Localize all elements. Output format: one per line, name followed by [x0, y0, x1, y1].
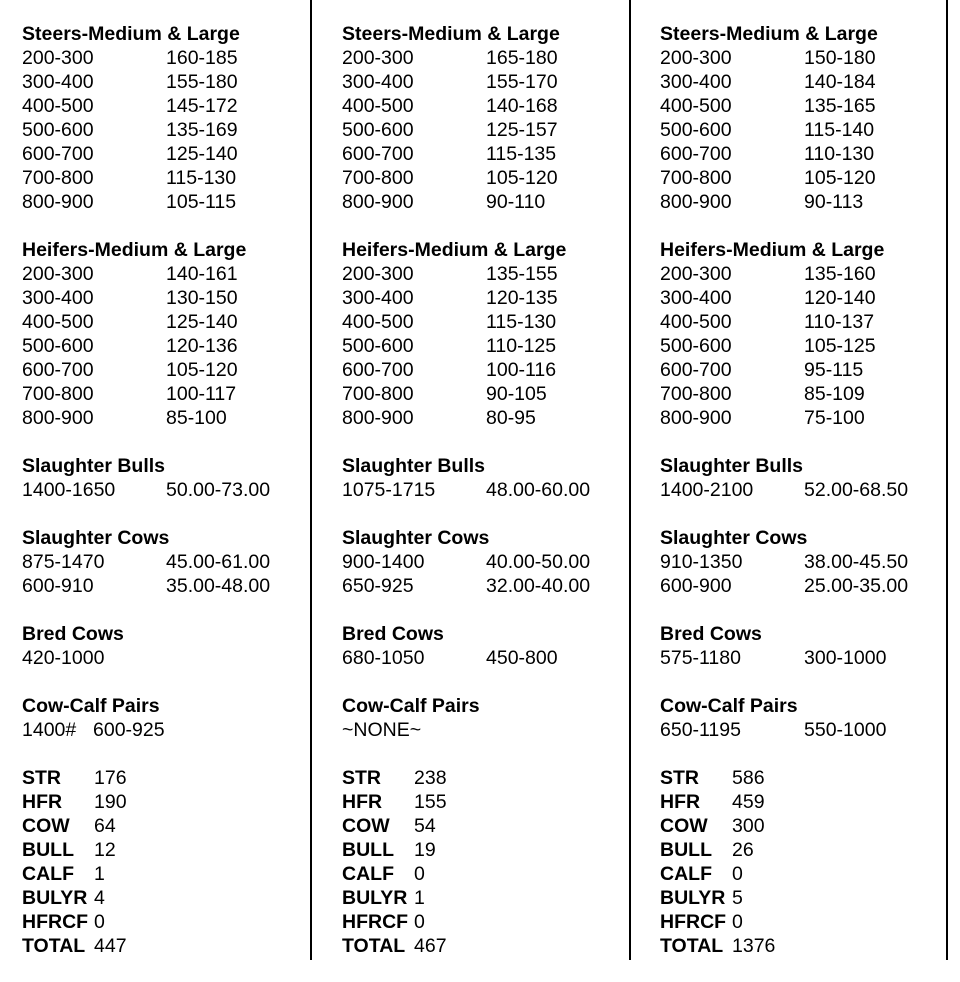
price-range: 300-1000 — [804, 647, 887, 669]
price-range: 100-117 — [166, 383, 237, 405]
bred-cows-section — [22, 622, 246, 670]
steers-row — [342, 166, 566, 190]
steers-row — [22, 94, 246, 118]
count-value: 176 — [94, 767, 127, 789]
count-label: HFR — [342, 791, 383, 813]
price-range: 110-130 — [804, 143, 875, 165]
heifers-row — [22, 406, 246, 430]
bred-cows-section-title: Bred Cows — [660, 623, 762, 645]
heifers-section-title: Heifers-Medium & Large — [660, 239, 885, 261]
weight-range: 600-700 — [660, 359, 732, 381]
bred-cows-row — [342, 646, 566, 670]
cow-calf-pairs-row — [22, 718, 246, 742]
steers-row — [660, 166, 884, 190]
price-range: 165-180 — [486, 47, 558, 69]
count-row — [22, 862, 246, 886]
slaughter-cows-section-title: Slaughter Cows — [660, 527, 808, 549]
price-range: 105-120 — [166, 359, 238, 381]
bred-cows-section-title: Bred Cows — [342, 623, 444, 645]
weight-range: 800-900 — [342, 191, 414, 213]
count-value: 300 — [732, 815, 765, 837]
column-divider-2 — [629, 0, 631, 960]
weight-range: 200-300 — [22, 263, 94, 285]
price-range: 90-110 — [486, 191, 546, 213]
heifers-row — [660, 358, 884, 382]
weight-range: 500-600 — [22, 335, 94, 357]
bred-cows-section — [342, 622, 566, 670]
heifers-row — [660, 286, 884, 310]
price-range: 105-120 — [486, 167, 558, 189]
price-range: 80-95 — [486, 407, 536, 429]
heifers-row — [342, 358, 566, 382]
weight-range: 700-800 — [22, 167, 94, 189]
count-label: BULL — [22, 839, 74, 861]
steers-row — [342, 142, 566, 166]
count-row — [342, 766, 566, 790]
slaughter-cows-section-title: Slaughter Cows — [22, 527, 170, 549]
head-counts-section — [22, 766, 246, 958]
price-range: 52.00-68.50 — [804, 479, 909, 501]
count-label: COW — [660, 815, 708, 837]
price-range: 120-140 — [804, 287, 876, 309]
count-value: 0 — [414, 863, 425, 885]
steers-row — [342, 70, 566, 94]
weight-range: 575-1180 — [660, 647, 741, 669]
price-range: 135-160 — [804, 263, 876, 285]
price-range: 135-165 — [804, 95, 876, 117]
count-value: 19 — [414, 839, 436, 861]
weight-range: 800-900 — [342, 407, 414, 429]
weight-range: 600-900 — [660, 575, 732, 597]
count-label: COW — [342, 815, 390, 837]
price-range: 48.00-60.00 — [486, 479, 591, 501]
weight-range: 700-800 — [342, 167, 414, 189]
count-value: 586 — [732, 767, 765, 789]
weight-range: 700-800 — [22, 383, 94, 405]
price-range: 125-140 — [166, 143, 238, 165]
heifers-section — [660, 238, 884, 430]
steers-row — [22, 142, 246, 166]
weight-range: 910-1350 — [660, 551, 743, 573]
weight-range: 400-500 — [342, 311, 414, 333]
weight-range: 600-700 — [22, 359, 94, 381]
price-range: 95-115 — [804, 359, 864, 381]
cow-calf-pairs-section — [22, 694, 246, 742]
count-label: TOTAL — [660, 935, 724, 957]
heifers-row — [22, 358, 246, 382]
heifers-section-title: Heifers-Medium & Large — [342, 239, 567, 261]
price-range: 125-157 — [486, 119, 558, 141]
price-range: 85-109 — [804, 383, 865, 405]
steers-row — [22, 70, 246, 94]
slaughter-bulls-row — [660, 478, 909, 502]
steers-row — [22, 166, 246, 190]
price-range: 120-135 — [486, 287, 558, 309]
count-label: TOTAL — [342, 935, 406, 957]
heifers-row — [342, 334, 566, 358]
steers-row — [660, 94, 884, 118]
weight-range: ~NONE~ — [342, 719, 422, 741]
bred-cows-section — [660, 622, 887, 670]
steers-section-title: Steers-Medium & Large — [342, 23, 560, 45]
weight-range: 680-1050 — [342, 647, 425, 669]
weight-range: 600-700 — [22, 143, 94, 165]
count-value: 459 — [732, 791, 765, 813]
weight-range: 500-600 — [660, 119, 732, 141]
slaughter-bulls-section — [342, 454, 591, 502]
price-range: 600-925 — [93, 719, 165, 741]
steers-section — [342, 22, 566, 214]
steers-row — [660, 142, 884, 166]
price-range: 155-170 — [486, 71, 558, 93]
weight-range: 500-600 — [342, 119, 414, 141]
count-row — [22, 838, 246, 862]
cow-calf-pairs-section-title: Cow-Calf Pairs — [22, 695, 160, 717]
weight-range: 300-400 — [660, 71, 732, 93]
weight-range: 200-300 — [342, 47, 414, 69]
count-row — [22, 910, 246, 934]
bred-cows-row — [22, 646, 246, 670]
count-row — [22, 790, 246, 814]
price-range: 90-105 — [486, 383, 547, 405]
weight-range: 600-700 — [342, 359, 414, 381]
steers-row — [22, 190, 246, 214]
weight-range: 500-600 — [22, 119, 94, 141]
cow-calf-pairs-section — [660, 694, 887, 742]
heifers-section-title: Heifers-Medium & Large — [22, 239, 247, 261]
count-value: 190 — [94, 791, 127, 813]
count-label: HFR — [22, 791, 63, 813]
price-range: 50.00-73.00 — [166, 479, 271, 501]
heifers-row — [660, 334, 884, 358]
price-range: 160-185 — [166, 47, 238, 69]
count-row — [22, 886, 246, 910]
weight-range: 400-500 — [660, 311, 732, 333]
count-value: 64 — [94, 815, 116, 837]
weight-range: 1400-2100 — [660, 479, 754, 501]
slaughter-bulls-section-title: Slaughter Bulls — [660, 455, 804, 477]
price-range: 115-130 — [486, 311, 557, 333]
column-divider-3 — [946, 0, 948, 960]
weight-range: 400-500 — [660, 95, 732, 117]
count-row — [660, 862, 884, 886]
weight-range: 700-800 — [342, 383, 414, 405]
heifers-row — [342, 310, 566, 334]
weight-range: 900-1400 — [342, 551, 425, 573]
slaughter-cows-section — [22, 526, 271, 598]
market-column — [22, 22, 271, 982]
count-row — [660, 790, 884, 814]
price-range: 105-120 — [804, 167, 876, 189]
count-value: 0 — [732, 911, 743, 933]
price-range: 130-150 — [166, 287, 238, 309]
weight-range: 300-400 — [22, 287, 94, 309]
heifers-row — [22, 262, 246, 286]
count-label: HFRCF — [22, 911, 89, 933]
heifers-row — [342, 262, 566, 286]
count-label: STR — [22, 767, 61, 789]
bred-cows-row — [660, 646, 887, 670]
weight-range: 400-500 — [342, 95, 414, 117]
price-range: 115-140 — [804, 119, 875, 141]
price-range: 90-113 — [804, 191, 864, 213]
price-range: 550-1000 — [804, 719, 887, 741]
column-divider-1 — [310, 0, 312, 960]
count-label: TOTAL — [22, 935, 86, 957]
weight-range: 800-900 — [22, 191, 94, 213]
slaughter-bulls-row — [22, 478, 271, 502]
price-range: 125-140 — [166, 311, 238, 333]
price-range: 25.00-35.00 — [804, 575, 909, 597]
count-value: 5 — [732, 887, 743, 909]
steers-section-title: Steers-Medium & Large — [22, 23, 240, 45]
count-value: 0 — [732, 863, 743, 885]
count-row — [342, 814, 566, 838]
cow-calf-pairs-row — [660, 718, 887, 742]
count-row — [22, 814, 246, 838]
market-column — [660, 22, 909, 982]
steers-row — [660, 118, 884, 142]
steers-row — [342, 190, 566, 214]
heifers-row — [660, 262, 884, 286]
price-range: 120-136 — [166, 335, 238, 357]
slaughter-cows-row — [22, 550, 271, 574]
heifers-row — [22, 334, 246, 358]
count-value: 12 — [94, 839, 116, 861]
price-range: 75-100 — [804, 407, 865, 429]
count-label: BULL — [660, 839, 712, 861]
heifers-row — [342, 406, 566, 430]
price-range: 135-169 — [166, 119, 238, 141]
cow-calf-pairs-section-title: Cow-Calf Pairs — [342, 695, 480, 717]
weight-range: 800-900 — [660, 191, 732, 213]
count-value: 4 — [94, 887, 105, 909]
steers-row — [660, 46, 884, 70]
cow-calf-pairs-section — [342, 694, 566, 742]
weight-range: 700-800 — [660, 167, 732, 189]
price-range: 110-137 — [804, 311, 875, 333]
steers-row — [660, 70, 884, 94]
weight-range: 650-925 — [342, 575, 414, 597]
weight-range: 600-700 — [660, 143, 732, 165]
heifers-section — [342, 238, 566, 430]
price-range: 40.00-50.00 — [486, 551, 591, 573]
count-value: 447 — [94, 935, 127, 957]
count-value: 155 — [414, 791, 447, 813]
slaughter-cows-section-title: Slaughter Cows — [342, 527, 490, 549]
count-label: COW — [22, 815, 70, 837]
weight-range: 650-1195 — [660, 719, 741, 741]
count-row — [342, 886, 566, 910]
price-range: 155-180 — [166, 71, 238, 93]
price-range: 115-130 — [166, 167, 237, 189]
count-value: 238 — [414, 767, 447, 789]
count-row — [22, 766, 246, 790]
slaughter-cows-row — [660, 574, 909, 598]
count-label: STR — [660, 767, 699, 789]
price-range: 38.00-45.50 — [804, 551, 909, 573]
count-value: 1 — [94, 863, 105, 885]
heifers-row — [342, 382, 566, 406]
weight-range: 200-300 — [660, 47, 732, 69]
weight-range: 400-500 — [22, 311, 94, 333]
price-range: 105-115 — [166, 191, 237, 213]
price-range: 35.00-48.00 — [166, 575, 271, 597]
weight-range: 600-700 — [342, 143, 414, 165]
cow-calf-pairs-section-title: Cow-Calf Pairs — [660, 695, 798, 717]
weight-range: 1400# — [22, 719, 77, 741]
weight-range: 300-400 — [342, 287, 414, 309]
count-row — [660, 766, 884, 790]
count-row — [660, 886, 884, 910]
count-row — [342, 934, 566, 958]
heifers-row — [660, 406, 884, 430]
weight-range: 300-400 — [660, 287, 732, 309]
count-label: BULYR — [22, 887, 88, 909]
price-range: 110-125 — [486, 335, 557, 357]
steers-row — [342, 46, 566, 70]
slaughter-cows-row — [22, 574, 271, 598]
weight-range: 200-300 — [660, 263, 732, 285]
price-range: 100-116 — [486, 359, 557, 381]
price-range: 140-168 — [486, 95, 558, 117]
weight-range: 875-1470 — [22, 551, 105, 573]
count-row — [660, 814, 884, 838]
heifers-row — [660, 382, 884, 406]
price-range: 140-161 — [166, 263, 238, 285]
weight-range: 500-600 — [660, 335, 732, 357]
count-row — [342, 790, 566, 814]
weight-range: 400-500 — [22, 95, 94, 117]
price-range: 150-180 — [804, 47, 876, 69]
count-label: HFRCF — [342, 911, 409, 933]
market-column — [342, 22, 591, 982]
weight-range: 420-1000 — [22, 647, 105, 669]
slaughter-cows-section — [660, 526, 909, 598]
weight-range: 1075-1715 — [342, 479, 436, 501]
slaughter-bulls-row — [342, 478, 591, 502]
price-range: 145-172 — [166, 95, 238, 117]
steers-section — [22, 22, 246, 214]
count-value: 26 — [732, 839, 754, 861]
weight-range: 200-300 — [342, 263, 414, 285]
slaughter-bulls-section-title: Slaughter Bulls — [22, 455, 166, 477]
heifers-section — [22, 238, 246, 430]
steers-row — [342, 118, 566, 142]
weight-range: 600-910 — [22, 575, 94, 597]
slaughter-cows-row — [342, 574, 591, 598]
count-label: CALF — [342, 863, 394, 885]
count-label: CALF — [22, 863, 74, 885]
steers-section-title: Steers-Medium & Large — [660, 23, 878, 45]
steers-row — [660, 190, 884, 214]
count-row — [22, 934, 246, 958]
price-range: 140-184 — [804, 71, 876, 93]
head-counts-section — [342, 766, 566, 958]
weight-range: 800-900 — [22, 407, 94, 429]
count-row — [660, 934, 884, 958]
count-label: STR — [342, 767, 381, 789]
count-value: 1376 — [732, 935, 776, 957]
price-range: 32.00-40.00 — [486, 575, 591, 597]
heifers-row — [660, 310, 884, 334]
count-row — [342, 838, 566, 862]
slaughter-cows-row — [342, 550, 591, 574]
heifers-row — [22, 310, 246, 334]
price-range: 85-100 — [166, 407, 227, 429]
heifers-row — [342, 286, 566, 310]
steers-row — [342, 94, 566, 118]
weight-range: 500-600 — [342, 335, 414, 357]
weight-range: 300-400 — [342, 71, 414, 93]
weight-range: 300-400 — [22, 71, 94, 93]
price-range: 135-155 — [486, 263, 558, 285]
price-range: 45.00-61.00 — [166, 551, 271, 573]
count-row — [342, 910, 566, 934]
slaughter-bulls-section — [22, 454, 271, 502]
count-value: 1 — [414, 887, 425, 909]
count-label: CALF — [660, 863, 712, 885]
count-value: 0 — [414, 911, 425, 933]
heifers-row — [22, 382, 246, 406]
count-row — [660, 838, 884, 862]
count-value: 0 — [94, 911, 105, 933]
count-label: HFRCF — [660, 911, 727, 933]
weight-range: 1400-1650 — [22, 479, 116, 501]
cow-calf-pairs-row — [342, 718, 566, 742]
count-row — [660, 910, 884, 934]
count-label: BULYR — [660, 887, 726, 909]
count-value: 54 — [414, 815, 436, 837]
price-range: 115-135 — [486, 143, 557, 165]
count-value: 467 — [414, 935, 447, 957]
weight-range: 700-800 — [660, 383, 732, 405]
steers-section — [660, 22, 884, 214]
price-range: 105-125 — [804, 335, 876, 357]
count-row — [342, 862, 566, 886]
count-label: HFR — [660, 791, 701, 813]
slaughter-bulls-section-title: Slaughter Bulls — [342, 455, 486, 477]
head-counts-section — [660, 766, 884, 958]
heifers-row — [22, 286, 246, 310]
steers-row — [22, 46, 246, 70]
weight-range: 200-300 — [22, 47, 94, 69]
weight-range: 800-900 — [660, 407, 732, 429]
count-label: BULYR — [342, 887, 408, 909]
slaughter-cows-section — [342, 526, 591, 598]
steers-row — [22, 118, 246, 142]
count-label: BULL — [342, 839, 394, 861]
slaughter-cows-row — [660, 550, 909, 574]
slaughter-bulls-section — [660, 454, 909, 502]
price-range: 450-800 — [486, 647, 558, 669]
bred-cows-section-title: Bred Cows — [22, 623, 124, 645]
